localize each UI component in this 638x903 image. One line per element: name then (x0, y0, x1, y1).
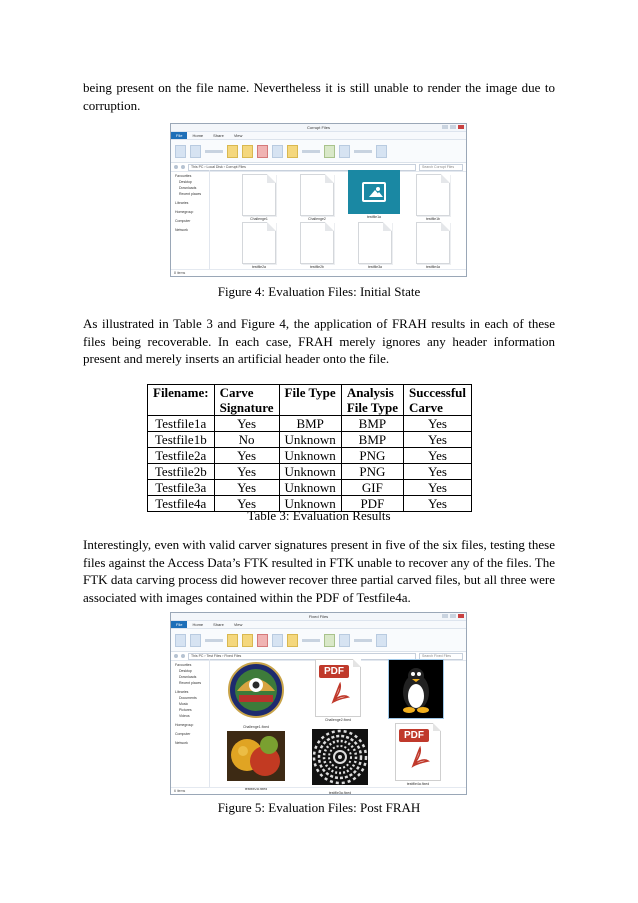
file-item (386, 659, 446, 729)
ribbon-divider (302, 639, 320, 642)
paste-icon (190, 145, 201, 158)
copy-icon (175, 145, 186, 158)
search-field: Search Fixed Files (419, 653, 463, 660)
file-item (408, 222, 458, 269)
file-label: testfile2a (251, 265, 266, 269)
search-field: Search Corrupt Files (419, 164, 463, 171)
nav-item: Network (175, 741, 188, 745)
file-label: testfile2a.fixed (244, 787, 268, 791)
copy-icon (175, 634, 186, 647)
table-header: Successful Carve (403, 385, 471, 416)
select-all-icon (376, 634, 387, 647)
table-row: Testfile2a Yes Unknown PNG Yes (148, 448, 472, 464)
ribbon-divider (354, 150, 372, 153)
table-header: File Type (279, 385, 341, 416)
nav-item: Libraries (175, 690, 189, 694)
back-icon (174, 165, 178, 169)
nav-item: Downloads (179, 675, 197, 679)
close-icon (458, 125, 464, 129)
navigation-pane (171, 659, 210, 788)
file-item (292, 174, 342, 221)
results-table (147, 384, 472, 512)
ribbon-tabs (171, 132, 466, 140)
rename-icon (272, 145, 283, 158)
nav-item: Favourites (175, 663, 192, 667)
status-bar: 6 items (171, 787, 466, 794)
nav-item: Pictures (179, 708, 192, 712)
paragraph-2: As illustrated in Table 3 and Figure 4, the application of FRAH results in each of these files being recoverable. In each case, FRAH merely ignores any header information present and merely inserts an artificial header onto the file. (83, 316, 555, 366)
properties-icon (324, 145, 335, 158)
tab-share: Share (213, 133, 224, 138)
blank-file-icon (242, 174, 276, 216)
file-label: testfile4a.fixed (406, 782, 430, 786)
path-field: This PC › Local Disk › Corrupt Files (188, 164, 416, 171)
blank-file-icon (358, 222, 392, 264)
nav-item: Documents (179, 696, 197, 700)
forward-icon (181, 165, 185, 169)
file-item (234, 174, 284, 221)
emblem-thumbnail-icon (227, 661, 285, 719)
navigation-pane (171, 170, 210, 270)
pdf-file-icon: PDF (395, 723, 441, 781)
intro-paragraph: being present on the file name. Nevertheless it is still unable to render the image due to corruption. (83, 80, 555, 113)
spiral-thumbnail-icon (312, 729, 368, 785)
forward-icon (181, 654, 185, 658)
file-label: testfile3a.fixed (328, 791, 352, 795)
blank-file-icon (416, 174, 450, 216)
file-item (350, 222, 400, 269)
minimize-icon (442, 125, 448, 129)
table-row: Testfile1b No Unknown BMP Yes (148, 432, 472, 448)
window-titlebar (171, 124, 466, 132)
file-label: Challenge1 (250, 217, 268, 221)
table-header: Analysis File Type (341, 385, 403, 416)
window-title: Fixed Files (308, 614, 329, 619)
file-label: testfile3a (367, 265, 382, 269)
file-item (346, 170, 402, 219)
delete-icon (257, 145, 268, 158)
tab-file: File (171, 132, 187, 139)
nav-item: Videos (179, 714, 190, 718)
pdf-file-icon: PDF (315, 659, 361, 717)
file-item (292, 222, 342, 269)
delete-icon (257, 634, 268, 647)
ribbon-tabs (171, 621, 466, 629)
open-icon (339, 634, 350, 647)
blank-file-icon (300, 174, 334, 216)
blank-file-icon (242, 222, 276, 264)
table-row: Testfile4a Yes Unknown PDF Yes (148, 496, 472, 512)
nav-item: Recent places (179, 192, 202, 196)
nav-item: Libraries (175, 201, 189, 205)
table-header: Filename: (148, 385, 215, 416)
blank-file-icon (416, 222, 450, 264)
file-item (308, 659, 368, 722)
file-item (308, 729, 372, 795)
maximize-icon (450, 614, 456, 618)
nav-item: Homegroup (175, 210, 194, 214)
file-list (210, 170, 466, 270)
ribbon-divider (354, 639, 372, 642)
ribbon-divider (205, 150, 223, 153)
move-to-icon (227, 634, 238, 647)
open-icon (339, 145, 350, 158)
file-list (210, 659, 466, 795)
maximize-icon (450, 125, 456, 129)
figure5-caption: Figure 5: Evaluation Files: Post FRAH (217, 800, 421, 815)
file-item (408, 174, 458, 221)
tab-share: Share (213, 622, 224, 627)
new-folder-icon (287, 634, 298, 647)
file-label: testfile4a (425, 265, 440, 269)
new-folder-icon (287, 145, 298, 158)
minimize-icon (442, 614, 448, 618)
nav-item: Favourites (175, 174, 192, 178)
blank-file-icon (300, 222, 334, 264)
path-field: This PC › Test Files › Fixed Files (188, 653, 416, 660)
ribbon-toolbar (171, 140, 466, 163)
rename-icon (272, 634, 283, 647)
properties-icon (324, 634, 335, 647)
window-titlebar (171, 613, 466, 621)
copy-to-icon (242, 634, 253, 647)
select-all-icon (376, 145, 387, 158)
window-title: Corrupt Files (307, 125, 330, 130)
tab-file: File (171, 621, 187, 628)
file-item (220, 661, 292, 729)
table-row: Testfile3a Yes Unknown GIF Yes (148, 480, 472, 496)
file-label: testfile2b (309, 265, 324, 269)
nav-item: Computer (175, 732, 191, 736)
close-icon (458, 614, 464, 618)
fruit-thumbnail-icon (227, 731, 285, 781)
file-label: Challenge2 (308, 217, 326, 221)
penguin-thumbnail-icon (388, 659, 444, 719)
paste-icon (190, 634, 201, 647)
nav-item: Desktop (179, 669, 192, 673)
file-label: Challenge2.fixed (324, 718, 352, 722)
figure4-caption: Figure 4: Evaluation Files: Initial State (217, 284, 421, 299)
file-item (234, 222, 284, 269)
photo-file-icon (348, 170, 400, 214)
tab-home: Home (192, 133, 204, 138)
file-item (224, 731, 288, 791)
tab-home: Home (192, 622, 204, 627)
move-to-icon (227, 145, 238, 158)
file-label: testfile1a (366, 215, 381, 219)
tab-view: View (233, 622, 243, 627)
nav-item: Homegroup (175, 723, 194, 727)
nav-item: Music (179, 702, 189, 706)
figure5-explorer-window (170, 612, 467, 795)
tab-view: View (233, 133, 243, 138)
nav-item: Desktop (179, 180, 192, 184)
table-header: Carve Signature (214, 385, 279, 416)
copy-to-icon (242, 145, 253, 158)
file-item (388, 723, 448, 786)
table3-caption: Table 3: Evaluation Results (247, 508, 391, 523)
nav-item: Network (175, 228, 188, 232)
table-row: Testfile1a Yes BMP BMP Yes (148, 416, 472, 432)
file-label: Challenge1.fixed (242, 725, 270, 729)
figure4-explorer-window (170, 123, 467, 277)
paragraph-3: Interestingly, even with valid carver signatures present in five of the six files, testing these files against the Access Data’s FTK resulted in FTK unable to recover any of the files. The FTK data carving process did however recover three partial carved files, but all three were associated with images contained within the PDF of Testfile4a. (83, 537, 555, 605)
ribbon-divider (205, 639, 223, 642)
ribbon-divider (302, 150, 320, 153)
back-icon (174, 654, 178, 658)
status-bar: 8 items (171, 269, 466, 276)
ribbon-toolbar (171, 629, 466, 652)
nav-item: Computer (175, 219, 191, 223)
file-label: testfile1b (425, 217, 440, 221)
table-row: Testfile2b Yes Unknown PNG Yes (148, 464, 472, 480)
nav-item: Recent places (179, 681, 202, 685)
nav-item: Downloads (179, 186, 197, 190)
